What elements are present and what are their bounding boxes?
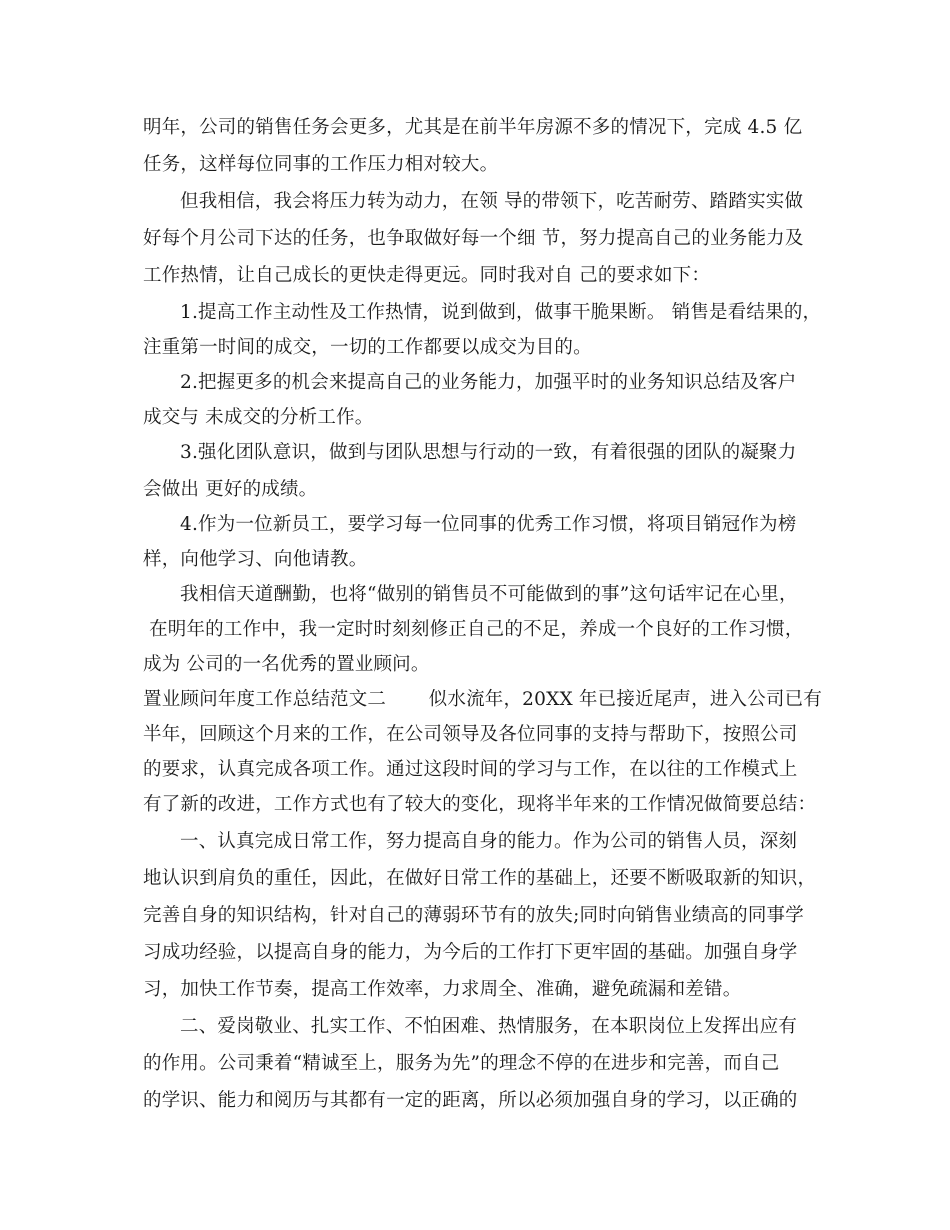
text-line: 我相信天道酬勤，也将“做别的销售员不可能做到的事”这句话牢记在心里， [180,584,798,605]
text-line: 的作用。公司秉着“精诚至上，服务为先”的理念不停的在进步和完善，而自己 [143,1053,780,1074]
text-line: 3.强化团队意识，做到与团队思想与行动的一致，有着很强的团队的凝聚力 [180,442,797,463]
text-line: 任务，这样每位同事的工作压力相对较大。 [143,154,499,175]
text-line: 习成功经验，以提高自身的能力，为今后的工作打下更牢固的基础。加强自身学 [143,942,798,963]
text-line: 好每个月公司下达的任务，也争取做好每一个细 节，努力提高自己的业务能力及 [143,228,804,249]
text-line: 4.作为一位新员工，要学习每一位同事的优秀工作习惯，将项目销冠作为榜 [180,514,797,535]
text-line: 样，向他学习、向他请教。 [143,549,368,570]
text-line: 1.提高工作主动性及工作热情，说到做到，做事干脆果断。 销售是看结果的， [180,302,822,323]
section-heading-line: 置业顾问年度工作总结范文二 似水流年，20XX 年已接近尾声，进入公司已有 [143,689,823,710]
text-line: 一、认真完成日常工作，努力提高自身的能力。作为公司的销售人员，深刻 [180,831,798,852]
text-line: 的学识、能力和阅历与其都有一定的距离，所以必须加强自身的学习，以正确的 [143,1090,798,1111]
text-line: 成为 公司的一名优秀的置业顾问。 [143,654,430,675]
text-line: 工作热情，让自己成长的更快走得更远。同时我对自 己的要求如下： [143,265,711,286]
text-line: 有了新的改进，工作方式也有了较大的变化，现将半年来的工作情况做简要总结： [143,794,817,815]
text-line: 成交与 未成交的分析工作。 [143,407,374,428]
text-line: 2.把握更多的机会来提高自己的业务能力，加强平时的业务知识总结及客户 [180,372,797,393]
text-line: 完善自身的知识结构，针对自己的薄弱环节有的放失;同时向销售业绩高的同事学 [143,905,804,926]
text-line: 二、爱岗敬业、扎实工作、不怕困难、热情服务，在本职岗位上发挥出应有 [180,1016,798,1037]
text-line: 习，加快工作节奏，提高工作效率，力求周全、准确，避免疏漏和差错。 [143,979,742,1000]
text-line: 会做出 更好的成绩。 [143,479,318,500]
text-line: 地认识到肩负的重任，因此，在做好日常工作的基础上，还要不断吸取新的知识， [143,868,817,889]
text-line: 但我相信，我会将压力转为动力，在领 导的带领下，吃苦耐劳、踏踏实实做 [180,191,804,212]
text-line: 半年，回顾这个月来的工作，在公司领导及各位同事的支持与帮助下，按照公司 [143,724,798,745]
text-line: 在明年的工作中，我一定时时刻刻修正自己的不足，养成一个良好的工作习惯， [143,619,804,640]
text-line: 的要求，认真完成各项工作。通过这段时间的学习与工作，在以往的工作模式上 [143,759,798,780]
text-line: 注重第一时间的成交，一切的工作都要以成交为目的。 [143,337,592,358]
text-line: 明年，公司的销售任务会更多，尤其是在前半年房源不多的情况下，完成 4.5 亿 [143,117,803,138]
